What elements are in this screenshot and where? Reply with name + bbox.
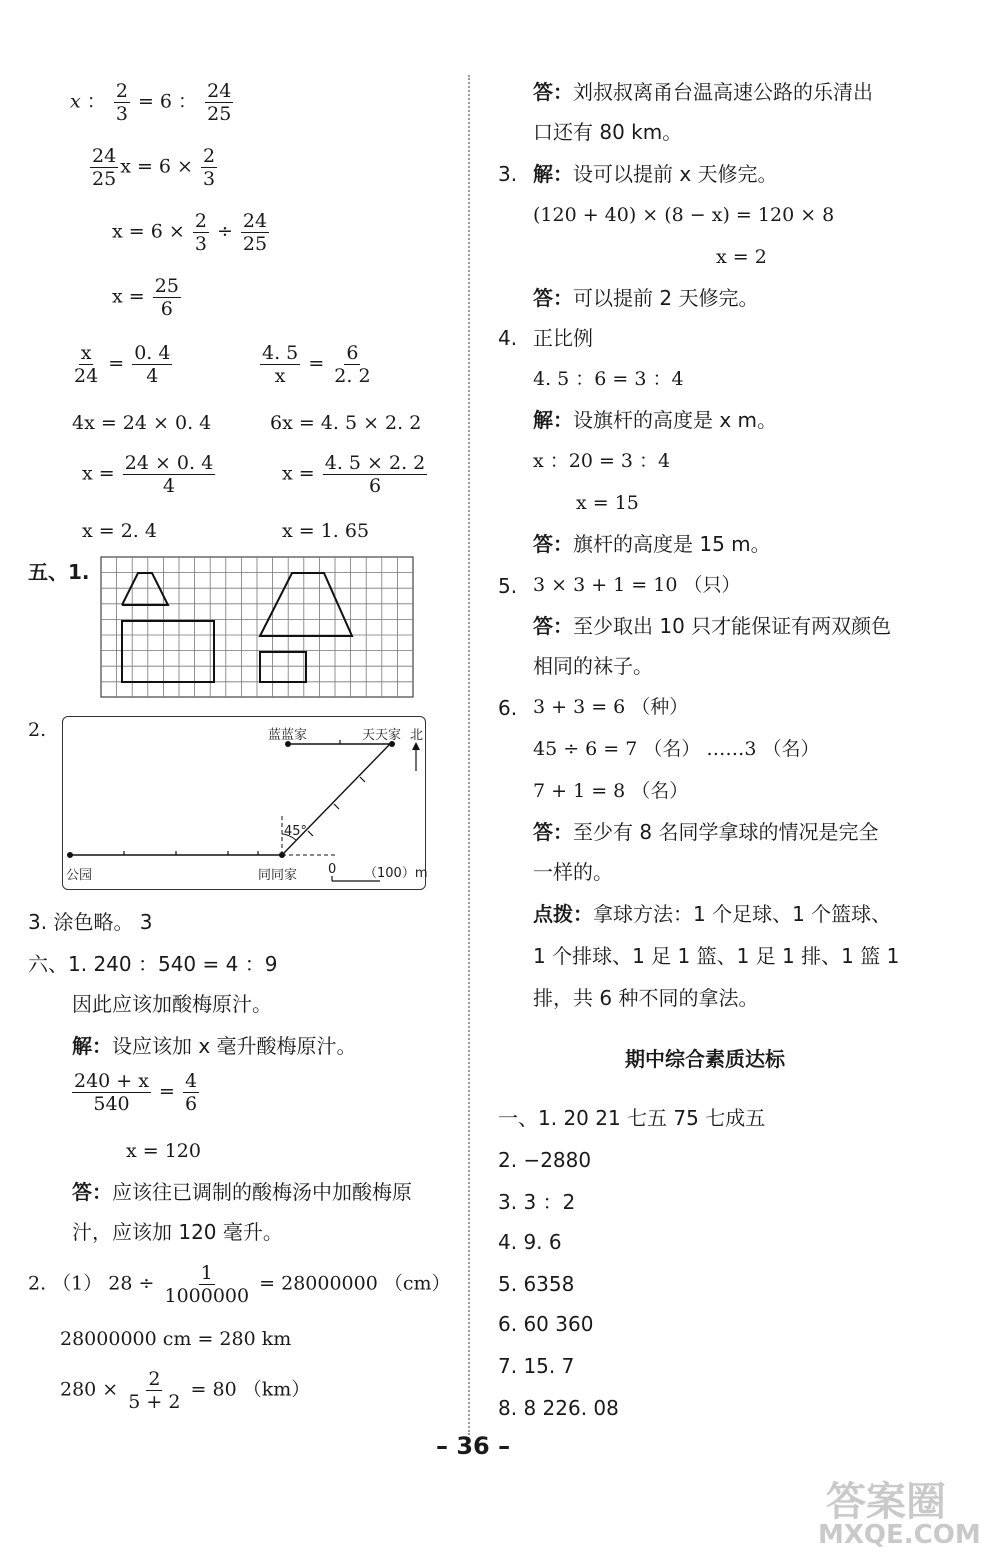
answer-line: 答：至少取出 10 只才能保证有两双颜色 <box>533 614 892 638</box>
answer-line: 7. 15. 7 <box>498 1354 575 1378</box>
answer-line: 6. 60 360 <box>498 1312 594 1336</box>
question-number: 6. <box>498 696 518 720</box>
equation-line: $\frac{24}{25}$ x = 6 × $\frac{2}{3}$ <box>92 145 216 190</box>
answer-line: 2. −2880 <box>498 1148 592 1172</box>
answer-line: 答：至少有 8 名同学拿球的情况是完全 <box>533 820 879 844</box>
answer-line: 8. 8 226. 08 <box>498 1396 619 1420</box>
tip-line: 排，共 6 种不同的拿法。 <box>533 986 759 1010</box>
north-label: 北 <box>410 728 424 743</box>
answer-line: 口还有 80 km。 <box>533 120 683 144</box>
equation-line: x = 2 <box>716 246 767 268</box>
question-number: 4. <box>498 326 518 350</box>
scale-label: （100）m <box>364 866 428 881</box>
answer-line: 4. 9. 6 <box>498 1230 562 1254</box>
map-label: 天天家 <box>362 728 402 743</box>
question-label: 五、1. <box>28 560 90 584</box>
column-divider <box>468 75 470 1435</box>
equation-line: $\frac{240 + x}{540}$ = $\frac{4}{6}$ <box>74 1070 198 1115</box>
answer-line: 汁，应该加 120 毫升。 <box>72 1220 283 1244</box>
answer-line: 3. 涂色略。 3 <box>28 910 153 934</box>
tip-line: 点拨：拿球方法：1 个足球、1 个篮球、 <box>533 902 892 926</box>
grid-figure <box>100 556 415 699</box>
equation-line: x = 2. 4 <box>82 520 157 542</box>
watermark: 答案圈 <box>826 1479 946 1525</box>
equation-line: x = 6 × $\frac{2}{3}$ ÷ $\frac{24}{25}$ <box>112 210 268 255</box>
equation-line: 4. 5 ：6 = 3 ：4 <box>533 368 684 390</box>
equation-line: x ：20 = 3 ：4 <box>533 450 671 472</box>
equation-line: x = $\frac{4. 5 \times 2. 2}{6}$ <box>282 452 426 497</box>
question-number: 5. <box>498 574 518 598</box>
answer-line: 因此应该加酸梅原汁。 <box>72 992 272 1016</box>
equation-line: 4x = 24 × 0. 4 <box>72 412 212 434</box>
question-label: 2. <box>28 719 47 741</box>
equation-line: x ： $\frac{2}{3}$ = 6 ： $\frac{24}{25}$ <box>70 80 232 125</box>
answer-line: 答：旗杆的高度是 15 m。 <box>533 532 771 556</box>
answer-line: 解：设可以提前 x 天修完。 <box>533 162 778 186</box>
answer-line: 一样的。 <box>533 860 613 884</box>
answer-line: 正比例 <box>533 326 593 350</box>
answer-line: 3. 3 ：2 <box>498 1190 576 1214</box>
answer-line: 答：刘叔叔离甬台温高速公路的乐清出 <box>533 80 873 104</box>
equation-line: 280 × $\frac{2}{5 + 2}$ = 80 （km） <box>60 1368 311 1413</box>
watermark-url: MXQE.COM <box>818 1520 981 1550</box>
map-label: 公园 <box>66 868 93 883</box>
answer-line: 5. 6358 <box>498 1272 575 1296</box>
answer-line: 六、1. 240 ：540 = 4 ：9 <box>28 952 278 976</box>
equation-line: $\frac{x}{24}$ = $\frac{0. 4}{4}$ <box>74 342 171 387</box>
answer-line: 相同的袜子。 <box>533 654 653 678</box>
answer-line: 答：可以提前 2 天修完。 <box>533 286 759 310</box>
map-label: 蓝蓝家 <box>268 728 308 743</box>
equation-line: x = $\frac{25}{6}$ <box>112 275 179 320</box>
answer-line: 答：应该往已调制的酸梅汤中加酸梅原 <box>72 1180 412 1204</box>
equation-line: 2. （1） 28 ÷ $\frac{1}{1000000}$ = 28000000 （cm） <box>28 1262 451 1307</box>
equation-line: 3 + 3 = 6 （种） <box>533 696 689 718</box>
equation-line: 28000000 cm = 280 km <box>60 1328 292 1350</box>
tip-line: 1 个排球、1 足 1 篮、1 足 1 排、1 篮 1 <box>533 944 900 968</box>
scale-zero: 0 <box>328 862 337 877</box>
equation-line: $\frac{4. 5}{x}$ = $\frac{6}{2. 2}$ <box>262 342 371 387</box>
angle-label: 45° <box>284 824 308 839</box>
equation-line: 7 + 1 = 8 （名） <box>533 780 689 802</box>
equation-line: x = 15 <box>576 492 639 514</box>
map-label: 同同家 <box>258 868 298 883</box>
answer-line: 解：设旗杆的高度是 x m。 <box>533 408 778 432</box>
page-number: – 36 – <box>436 1432 511 1460</box>
equation-line: 3 × 3 + 1 = 10 （只） <box>533 574 741 596</box>
equation-line: 45 ÷ 6 = 7 （名） ……3 （名） <box>533 738 820 760</box>
equation-line: x = $\frac{24 \times 0. 4}{4}$ <box>82 452 214 497</box>
equation-line: x = 1. 65 <box>282 520 370 542</box>
equation-line: 6x = 4. 5 × 2. 2 <box>270 412 422 434</box>
equation-line: x = 120 <box>126 1140 201 1162</box>
question-number: 3. <box>498 162 518 186</box>
answer-line: 解：设应该加 x 毫升酸梅原汁。 <box>72 1034 357 1058</box>
section-title: 期中综合素质达标 <box>625 1047 785 1071</box>
answer-line: 一、1. 20 21 七五 75 七成五 <box>498 1106 766 1130</box>
equation-line: (120 + 40) × (8 − x) = 120 × 8 <box>533 204 835 226</box>
